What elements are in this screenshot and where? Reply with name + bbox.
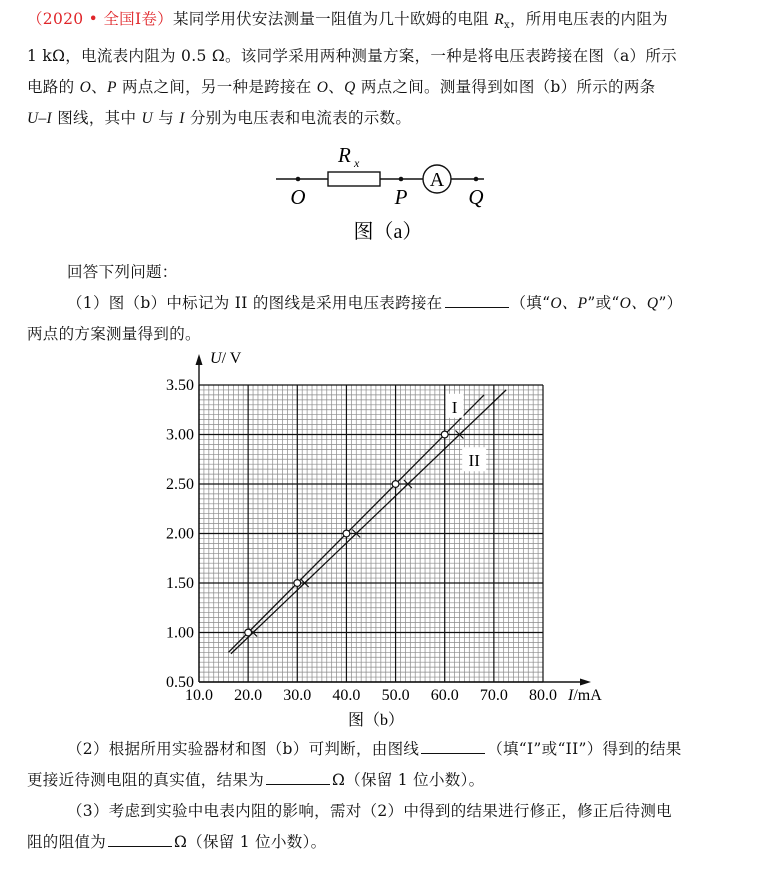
question-3: （3）考虑到实验中电表内阻的影响，需对（2）中得到的结果进行修正，修正后待测电 xyxy=(67,802,672,820)
axes xyxy=(196,354,592,686)
ui-graph xyxy=(150,345,620,735)
answer-blank-q1[interactable] xyxy=(445,291,509,308)
y-axis-arrow-icon xyxy=(196,354,203,365)
question-block-2 xyxy=(27,734,732,858)
figure-a-caption: 图（a） xyxy=(353,221,423,243)
x-tick-label: 50.0 xyxy=(381,687,410,704)
node-o-dot xyxy=(296,177,301,182)
line-label: II xyxy=(468,451,480,471)
x-tick-label: 70.0 xyxy=(479,687,508,704)
intro-line-1: （2020 • 全国I卷）某同学用伏安法测量一阻值为几十欧姆的电阻 $R_x$，所用电压表的内阻为 xyxy=(27,10,668,32)
resistor-rx xyxy=(328,172,380,186)
x-axis-arrow-icon xyxy=(580,679,591,686)
y-tick-label: 2.50 xyxy=(166,476,194,493)
question-2-cont: 更接近待测电阻的真实值，结果为 Ω（保留 1 位小数）。 xyxy=(27,765,732,796)
y-axis-label: U/ V xyxy=(210,350,242,367)
line-label: I xyxy=(451,397,458,417)
x-tick-label: 20.0 xyxy=(234,687,263,704)
x-tick-label: 80.0 xyxy=(529,687,557,704)
resistor-subscript: x xyxy=(354,156,360,170)
source-tag: （2020 • 全国I卷） xyxy=(27,10,173,28)
answer-blank-q2-line[interactable] xyxy=(421,737,485,754)
answer-prompt: 回答下列问题： xyxy=(67,263,178,281)
y-tick-label: 1.50 xyxy=(166,575,194,592)
intro-line-4: U–I 图线，其中 U 与 I 分别为电压表和电流表的示数。 xyxy=(27,109,412,128)
node-q-dot xyxy=(474,177,479,182)
resistor-label: R xyxy=(338,143,351,167)
question-block-1 xyxy=(27,257,732,350)
question-1-cont: 两点的方案测量得到的。 xyxy=(27,325,201,343)
intro-line-3: 电路的 O、P 两点之间，另一种是跨接在 O、Q 两点之间。测量得到如图（b）所示的两条 xyxy=(27,78,656,97)
y-tick-label: 3.50 xyxy=(166,377,194,394)
node-p-label: P xyxy=(394,185,408,209)
answer-blank-q3[interactable] xyxy=(108,830,172,847)
node-p-dot xyxy=(399,177,404,182)
x-tick-label: 60.0 xyxy=(430,687,459,704)
y-tick-label: 0.50 xyxy=(166,674,194,691)
question-1: （1）图（b）中标记为 II 的图线是采用电压表跨接在 （填“O、P”或“O、Q”） xyxy=(27,288,732,319)
x-tick-label: 30.0 xyxy=(283,687,312,704)
data-point-circle xyxy=(441,431,448,438)
x-tick-label: 40.0 xyxy=(332,687,361,704)
data-point-circle xyxy=(343,530,350,537)
annotations xyxy=(446,394,487,471)
ammeter-label: A xyxy=(429,169,445,191)
x-tick-labels xyxy=(185,687,557,704)
x-axis-label: I/mA xyxy=(568,687,602,704)
node-q-label: Q xyxy=(468,185,484,209)
y-tick-label: 1.00 xyxy=(166,624,194,642)
node-o-label: O xyxy=(290,185,306,209)
circuit-diagram xyxy=(268,138,498,248)
y-tick-labels xyxy=(166,377,194,691)
question-2: （2）根据所用实验器材和图（b）可判断，由图线 （填“I”或“II”）得到的结果 xyxy=(27,734,732,765)
figure-b-caption: 图（b） xyxy=(347,712,405,729)
question-3-cont: 阻的阻值为 Ω（保留 1 位小数）。 xyxy=(27,827,732,858)
y-tick-label: 3.00 xyxy=(166,426,194,444)
intro-line-2: 1 kΩ，电流表内阻为 0.5 Ω。该同学采用两种测量方案，一种是将电压表跨接在图（a）所示 xyxy=(27,47,677,66)
data-point-circle xyxy=(294,580,301,587)
answer-blank-q2-value[interactable] xyxy=(266,768,330,785)
y-tick-label: 2.00 xyxy=(166,525,194,543)
x-tick-label: 10.0 xyxy=(185,687,213,704)
problem-intro xyxy=(27,4,732,134)
data-point-circle xyxy=(392,481,399,488)
